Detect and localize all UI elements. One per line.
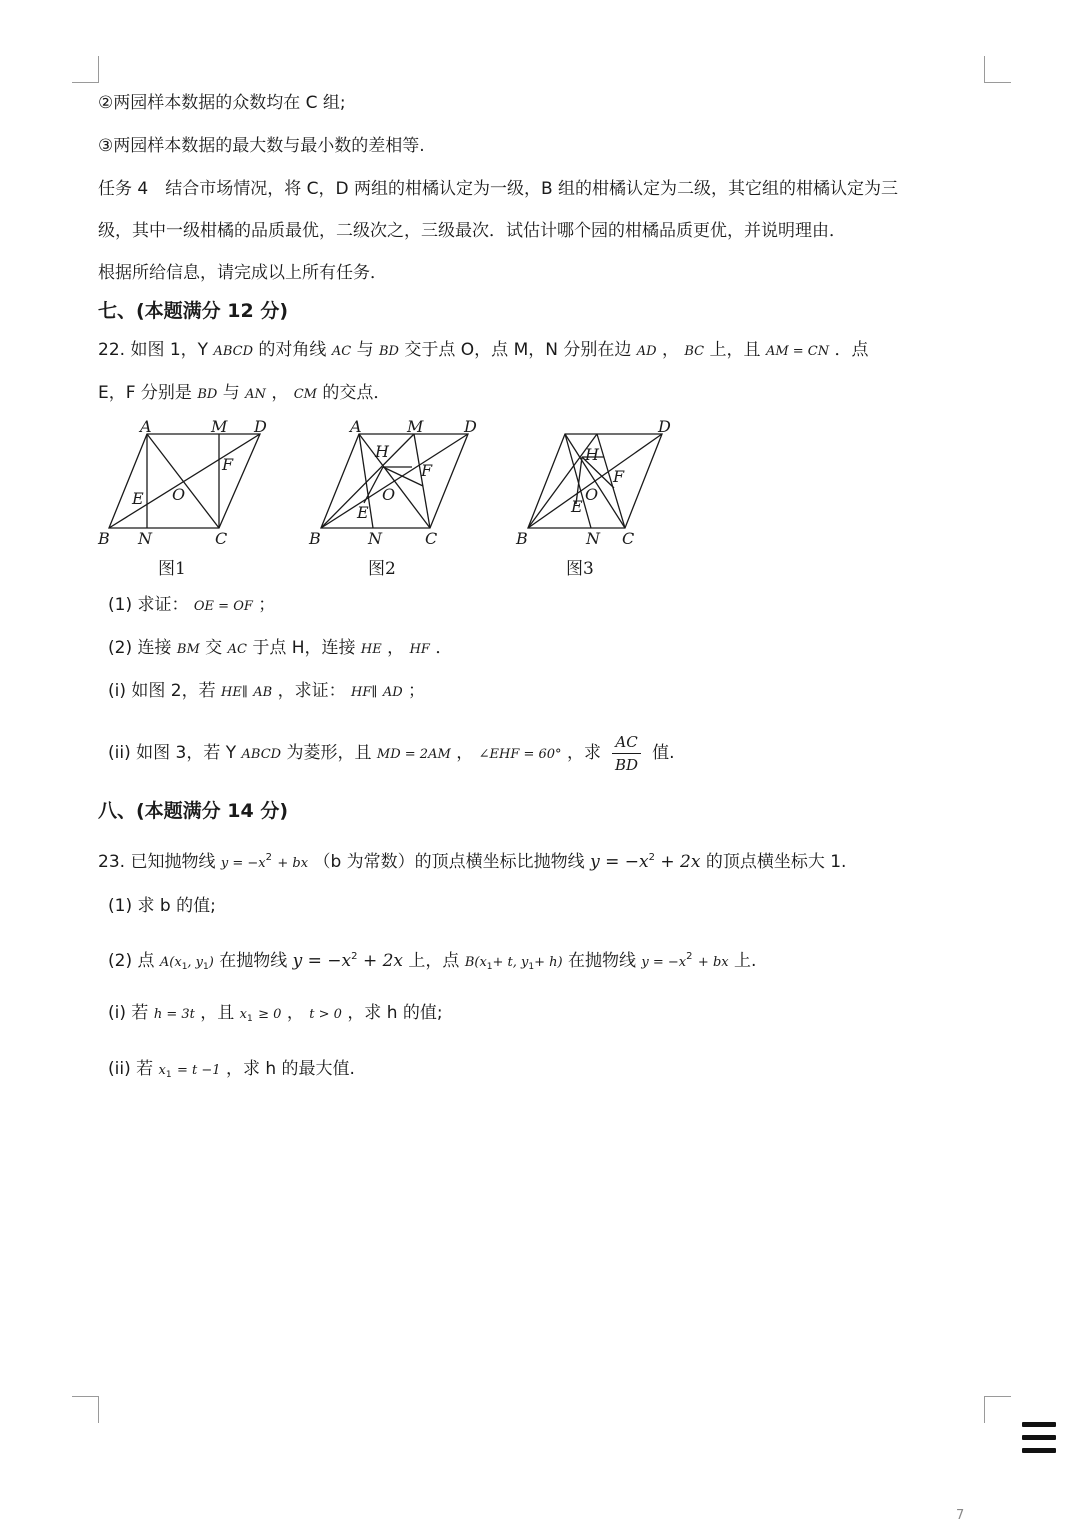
fig2-label-B: B xyxy=(309,529,321,548)
q22-part-2-i: (i) 如图 2，若 HE∥ AB ，求证： HF∥ AD ； xyxy=(108,681,426,701)
statement-3: ③两园样本数据的最大数与最小数的差相等. xyxy=(98,136,425,156)
q22-part-2: (2) 连接 BM 交 AC 于点 H，连接 HE ， HF ． xyxy=(108,638,453,658)
fig2-caption: 图2 xyxy=(368,559,396,579)
fig2-label-H: H xyxy=(375,442,389,461)
crop-mark-bottom-right xyxy=(984,1396,1011,1423)
task-4-line-2: 级，其中一级柑橘的品质最优，二级次之，三级最次．试估计哪个园的柑橘品质更优，并说明理由． xyxy=(98,221,846,241)
fig1-label-M: M xyxy=(211,417,228,436)
fig3-caption: 图3 xyxy=(566,559,594,579)
complete-instruction: 根据所给信息，请完成以上所有任务． xyxy=(98,263,387,283)
fig3-label-H: H xyxy=(585,445,599,464)
fig2-label-C: C xyxy=(425,529,438,548)
section-7-heading: 七、(本题满分 12 分) xyxy=(98,300,289,322)
fraction-ac-over-bd: $\frac{AC}{BD}$ xyxy=(612,731,640,776)
statement-2: ②两园样本数据的众数均在 C 组; xyxy=(98,93,346,113)
fig1-caption: 图1 xyxy=(158,559,186,579)
fig3-label-B: B xyxy=(516,529,528,548)
figure-1 xyxy=(109,434,260,528)
q23-part-1: (1) 求 b 的值; xyxy=(108,896,216,916)
fig3-label-O: O xyxy=(585,485,599,504)
fig2-label-M: M xyxy=(407,417,424,436)
q23-part-2-ii: (ii) 若 $x_1 = t -1$ ，求 h 的最大值. xyxy=(108,1059,355,1080)
q23-line-1: 23. 已知抛物线 $y = -x^2$ + bx （b 为常数）的顶点横坐标比抛物线 $y = -x^2 + 2x$ 的顶点横坐标大 1. xyxy=(98,852,847,872)
fig3-label-F: F xyxy=(613,467,625,486)
q23-part-2-i: (i) 若 h = 3t ，且 $x_1 \ge 0$ ， t > 0 ，求 h 的值; xyxy=(108,1003,443,1024)
fig2-label-E: E xyxy=(357,503,369,522)
fig3-label-D: D xyxy=(658,417,671,436)
figure-2 xyxy=(321,434,468,528)
fig3-label-E: E xyxy=(571,497,583,516)
fig2-label-O: O xyxy=(382,485,396,504)
page-number: 7 xyxy=(956,1508,965,1523)
fig1-label-O: O xyxy=(172,485,186,504)
section-8-heading: 八、(本题满分 14 分) xyxy=(98,800,289,822)
task-4-line-1: 任务 4 结合市场情况，将 C，D 两组的柑橘认定为一级，B 组的柑橘认定为二级，其它组的柑橘认定为三 xyxy=(98,179,899,199)
fig1-label-N: N xyxy=(138,529,152,548)
q22-line-1: 22. 如图 1，Y ABCD 的对角线 AC 与 BD 交于点 O，点 M，N 分别在边 AD ， BC 上，且 AM = CN ．点 xyxy=(98,340,869,360)
fig1-label-F: F xyxy=(222,455,234,474)
crop-mark-top-left xyxy=(72,56,99,83)
crop-mark-top-right xyxy=(984,56,1011,83)
q23-part-2: (2) 点 $A(x_1$, $y_1$) 在抛物线 $y = -x^2 + 2x$ 上，点 $B(x_1+ t$, $y_1+ h$) 在抛物线 $y = -x^2$ + bx 上. xyxy=(108,951,757,972)
q22-line-2: E，F 分别是 BD 与 AN ， CM 的交点． xyxy=(98,383,391,403)
fig3-label-C: C xyxy=(622,529,635,548)
fig1-label-C: C xyxy=(215,529,228,548)
fig1-label-A: A xyxy=(140,417,152,436)
fig1-label-D: D xyxy=(254,417,267,436)
crop-mark-bottom-left xyxy=(72,1396,99,1423)
geometry-figures xyxy=(94,412,694,582)
fig2-label-A: A xyxy=(350,417,362,436)
fig2-label-F: F xyxy=(421,461,433,480)
fig2-label-D: D xyxy=(464,417,477,436)
fig1-label-B: B xyxy=(98,529,110,548)
fig2-label-N: N xyxy=(368,529,382,548)
q22-part-2-ii: (ii) 如图 3，若 Y ABCD 为菱形，且 MD = 2AM ， ∠EHF = 60° ，求 $\frac{AC}{BD}$ 值. xyxy=(108,732,675,774)
menu-icon[interactable] xyxy=(1022,1422,1056,1454)
fig1-label-E: E xyxy=(132,489,144,508)
fig3-label-N: N xyxy=(586,529,600,548)
q22-part-1: (1) 求证： OE = OF ； xyxy=(108,595,276,615)
